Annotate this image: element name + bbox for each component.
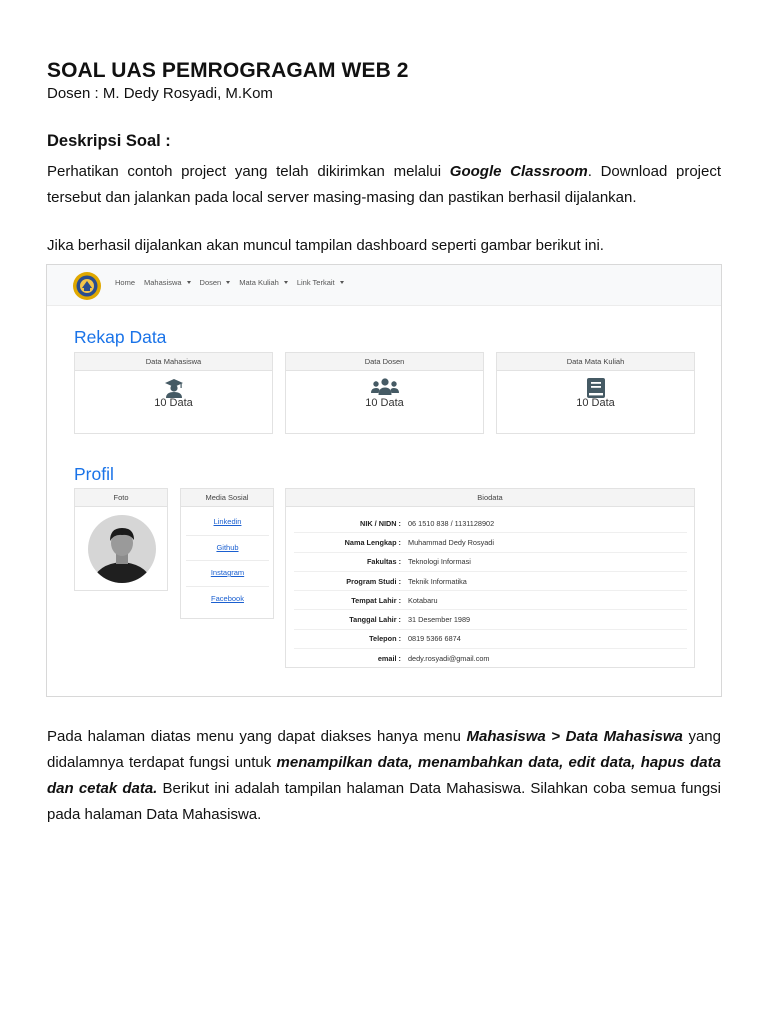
card-title: Media Sosial	[181, 489, 273, 507]
para3-emphasis-functions: menampilkan data, menambahkan data, edit data, hapus data dan cetak data.	[47, 754, 721, 797]
book-icon	[586, 377, 606, 399]
card-title: Foto	[75, 489, 167, 507]
nav-matakuliah[interactable]	[239, 278, 288, 287]
card-title: Data Mahasiswa	[75, 353, 272, 371]
card-title: Data Mata Kuliah	[497, 353, 694, 371]
link-github[interactable]: Github	[186, 536, 269, 562]
university-logo-icon	[72, 271, 102, 301]
card-media-sosial	[180, 488, 274, 619]
profil-heading: Profil	[74, 464, 114, 484]
bio-value: dedy.rosyadi@gmail.com	[408, 653, 490, 663]
rekap-data-heading: Rekap Data	[74, 327, 167, 347]
bio-value: 06 1510 838 / 1131128902	[408, 518, 495, 528]
caret-down-icon	[284, 281, 288, 284]
bio-label: email :	[377, 653, 401, 663]
nav-link-terkait-label: Link Terkait	[296, 278, 335, 287]
bio-row	[294, 649, 687, 667]
biodata-table	[294, 514, 687, 667]
para3-text-end: Berikut ini adalah tampilan halaman Data Mahasiswa. Silahkan coba semua fungsi pada halaman Data Mahasiswa.	[47, 780, 721, 823]
nav-dosen[interactable]	[200, 278, 231, 287]
bio-value: 0819 5366 6874	[408, 634, 461, 644]
caret-down-icon	[226, 281, 230, 284]
paragraph-instructions	[47, 724, 721, 828]
nav-mahasiswa[interactable]	[144, 278, 191, 287]
bio-row	[294, 591, 687, 610]
bio-label: Tempat Lahir :	[351, 595, 401, 605]
card-data-mahasiswa	[74, 352, 273, 434]
bio-label: NIK / NIDN :	[360, 518, 401, 528]
bio-value: Muhammad Dedy Rosyadi	[408, 537, 494, 547]
bio-value: Kotabaru	[408, 595, 438, 605]
bio-label: Telepon :	[369, 634, 401, 644]
bio-label: Tanggal Lahir :	[349, 615, 401, 625]
bio-row	[294, 553, 687, 572]
nav-link-terkait[interactable]	[297, 278, 344, 287]
card-title: Data Dosen	[286, 353, 483, 371]
navbar	[47, 265, 721, 306]
document-title: SOAL UAS PEMROGRAGAM WEB 2	[47, 59, 409, 82]
link-linkedin[interactable]: Linkedin	[186, 510, 269, 536]
bio-row	[294, 610, 687, 629]
card-value: 10 Data	[365, 397, 404, 409]
card-data-dosen	[285, 352, 484, 434]
para3-text-middle: yang didalamnya terdapat fungsi untuk	[47, 728, 721, 771]
card-value: 10 Data	[576, 397, 615, 409]
card-title: Biodata	[286, 489, 694, 507]
card-biodata	[285, 488, 695, 668]
para1-text-end: . Download project tersebut dan jalankan pada local server masing-masing dan pastikan berhasil dijalankan.	[47, 163, 722, 206]
dashboard-screenshot	[46, 264, 722, 697]
bio-row	[294, 514, 687, 533]
bio-row	[294, 630, 687, 649]
paragraph-dashboard-note: Jika berhasil dijalankan akan muncul tampilan dashboard seperti gambar berikut ini.	[47, 237, 604, 254]
card-data-mata-kuliah	[496, 352, 695, 434]
bio-label: Nama Lengkap :	[344, 537, 401, 547]
link-facebook[interactable]: Facebook	[211, 593, 244, 603]
para3-emphasis-menu: Mahasiswa > Data Mahasiswa	[466, 728, 683, 745]
profile-photo	[85, 514, 159, 584]
lecturer-name: Dosen : M. Dedy Rosyadi, M.Kom	[47, 85, 273, 102]
caret-down-icon	[187, 281, 191, 284]
users-icon	[370, 377, 400, 397]
bio-value: 31 Desember 1989	[408, 615, 471, 625]
card-foto	[74, 488, 168, 591]
para3-text: Pada halaman diatas menu yang dapat diakses hanya menu	[47, 728, 467, 745]
nav-home[interactable]: Home	[115, 278, 136, 287]
paragraph-intro	[47, 159, 721, 211]
nav-dosen-label: Dosen	[199, 278, 222, 287]
bio-value: Teknologi Informasi	[408, 557, 471, 567]
bio-value: Teknik Informatika	[408, 576, 467, 586]
section-heading: Deskripsi Soal :	[47, 132, 171, 150]
bio-row	[294, 533, 687, 552]
graduate-icon	[163, 377, 185, 399]
bio-label: Fakultas :	[366, 557, 401, 567]
bio-row	[294, 572, 687, 591]
card-value: 10 Data	[154, 397, 193, 409]
nav-menu	[115, 278, 344, 287]
para1-text: Perhatikan contoh project yang telah dikirimkan melalui	[47, 163, 450, 180]
social-links	[186, 510, 269, 611]
nav-matakuliah-label: Mata Kuliah	[239, 278, 279, 287]
para1-emphasis: Google Classroom	[449, 163, 588, 180]
bio-label: Program Studi :	[346, 576, 401, 586]
link-instagram[interactable]: Instagram	[186, 561, 269, 587]
nav-mahasiswa-label: Mahasiswa	[144, 278, 182, 287]
caret-down-icon	[340, 281, 344, 284]
